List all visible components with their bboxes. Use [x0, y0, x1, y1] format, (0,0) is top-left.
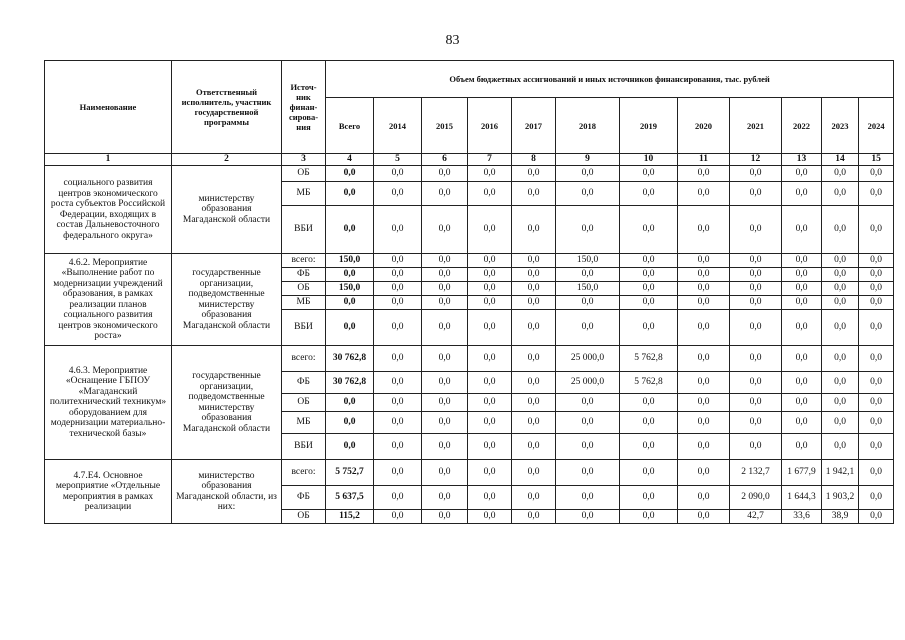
year-value: 0,0	[468, 434, 512, 460]
year-value: 0,0	[620, 268, 678, 282]
year-value: 0,0	[374, 268, 422, 282]
header-year: 2014	[374, 98, 422, 154]
measure-executor: министерству образования Магаданской области	[172, 166, 282, 254]
table-row	[45, 346, 894, 372]
year-value: 0,0	[782, 412, 822, 434]
column-number: 15	[859, 154, 894, 166]
year-value: 0,0	[422, 486, 468, 510]
year-value: 0,0	[859, 460, 894, 486]
year-value: 2 132,7	[730, 460, 782, 486]
year-value: 0,0	[859, 510, 894, 524]
year-value: 0,0	[859, 206, 894, 254]
year-value: 0,0	[678, 282, 730, 296]
header-year: 2017	[512, 98, 556, 154]
year-value: 0,0	[468, 296, 512, 310]
year-value: 0,0	[730, 166, 782, 182]
header-name: Наименование	[45, 61, 172, 154]
year-value: 0,0	[468, 166, 512, 182]
year-value: 0,0	[468, 510, 512, 524]
year-value: 0,0	[782, 372, 822, 394]
funding-source: ФБ	[282, 486, 326, 510]
year-value: 0,0	[859, 310, 894, 346]
total-value: 0,0	[326, 412, 374, 434]
year-value: 0,0	[859, 166, 894, 182]
table-row	[45, 460, 894, 486]
year-value: 0,0	[620, 206, 678, 254]
total-value: 0,0	[326, 296, 374, 310]
year-value: 5 762,8	[620, 372, 678, 394]
funding-source: МБ	[282, 412, 326, 434]
year-value: 0,0	[859, 296, 894, 310]
measure-name: 4.6.2. Мероприятие «Выполнение работ по модернизации учреждений образования, в рамках реализации планов социального развития центров экономического роста»	[45, 254, 172, 346]
year-value: 0,0	[782, 282, 822, 296]
column-number: 9	[556, 154, 620, 166]
year-value: 0,0	[422, 310, 468, 346]
year-value: 0,0	[468, 254, 512, 268]
year-value: 1 677,9	[782, 460, 822, 486]
year-value: 0,0	[468, 310, 512, 346]
year-value: 0,0	[374, 486, 422, 510]
year-value: 0,0	[822, 310, 859, 346]
year-value: 0,0	[782, 394, 822, 412]
year-value: 1 903,2	[822, 486, 859, 510]
funding-source: ВБИ	[282, 310, 326, 346]
year-value: 0,0	[374, 412, 422, 434]
year-value: 0,0	[556, 460, 620, 486]
year-value: 0,0	[422, 460, 468, 486]
year-value: 0,0	[512, 166, 556, 182]
year-value: 0,0	[678, 296, 730, 310]
year-value: 0,0	[822, 254, 859, 268]
header-year: 2015	[422, 98, 468, 154]
year-value: 0,0	[822, 296, 859, 310]
year-value: 0,0	[512, 206, 556, 254]
year-value: 0,0	[678, 372, 730, 394]
year-value: 0,0	[620, 486, 678, 510]
measure-name: социального развития центров экономического роста субъектов Российской Федерации, входящих в состав Дальневосточного федерального округа»	[45, 166, 172, 254]
year-value: 0,0	[620, 460, 678, 486]
year-value: 0,0	[468, 206, 512, 254]
column-number: 14	[822, 154, 859, 166]
year-value: 0,0	[730, 282, 782, 296]
year-value: 0,0	[730, 310, 782, 346]
year-value: 0,0	[782, 310, 822, 346]
table-row	[45, 254, 894, 268]
year-value: 0,0	[678, 486, 730, 510]
total-value: 30 762,8	[326, 346, 374, 372]
year-value: 0,0	[678, 182, 730, 206]
funding-source: всего:	[282, 346, 326, 372]
year-value: 0,0	[374, 372, 422, 394]
year-value: 0,0	[620, 182, 678, 206]
year-value: 0,0	[374, 510, 422, 524]
header-total: Всего	[326, 98, 374, 154]
funding-source: ОБ	[282, 510, 326, 524]
header-year: 2021	[730, 98, 782, 154]
year-value: 0,0	[678, 412, 730, 434]
year-value: 0,0	[730, 254, 782, 268]
year-value: 0,0	[782, 166, 822, 182]
year-value: 0,0	[468, 394, 512, 412]
year-value: 0,0	[730, 182, 782, 206]
year-value: 0,0	[620, 434, 678, 460]
year-value: 0,0	[678, 460, 730, 486]
year-value: 0,0	[678, 346, 730, 372]
year-value: 0,0	[678, 254, 730, 268]
year-value: 0,0	[620, 166, 678, 182]
year-value: 0,0	[374, 182, 422, 206]
year-value: 150,0	[556, 254, 620, 268]
year-value: 0,0	[859, 346, 894, 372]
header-executor: Ответственный исполнитель, участник государственной программы	[172, 61, 282, 154]
funding-source: ВБИ	[282, 206, 326, 254]
measure-executor: государственные организации, подведомственные министерству образования Магаданской области	[172, 346, 282, 460]
total-value: 5 637,5	[326, 486, 374, 510]
table-row	[45, 166, 894, 182]
year-value: 0,0	[374, 254, 422, 268]
column-number: 12	[730, 154, 782, 166]
year-value: 0,0	[859, 486, 894, 510]
year-value: 38,9	[822, 510, 859, 524]
year-value: 0,0	[678, 510, 730, 524]
header-source: Источ-ник финан-сирова-ния	[282, 61, 326, 154]
funding-source: ОБ	[282, 282, 326, 296]
year-value: 0,0	[556, 206, 620, 254]
header-volume: Объем бюджетных ассигнований и иных источников финансирования, тыс. рублей	[326, 61, 894, 98]
year-value: 0,0	[512, 486, 556, 510]
year-value: 0,0	[556, 182, 620, 206]
page-number: 83	[445, 33, 460, 48]
year-value: 0,0	[678, 310, 730, 346]
year-value: 0,0	[374, 310, 422, 346]
year-value: 0,0	[859, 268, 894, 282]
year-value: 0,0	[730, 206, 782, 254]
year-value: 0,0	[620, 254, 678, 268]
year-value: 0,0	[556, 394, 620, 412]
year-value: 0,0	[822, 206, 859, 254]
year-value: 0,0	[678, 166, 730, 182]
year-value: 0,0	[468, 486, 512, 510]
year-value: 0,0	[512, 510, 556, 524]
year-value: 0,0	[620, 412, 678, 434]
year-value: 0,0	[730, 346, 782, 372]
total-value: 30 762,8	[326, 372, 374, 394]
year-value: 0,0	[822, 372, 859, 394]
year-value: 0,0	[374, 206, 422, 254]
header-year: 2022	[782, 98, 822, 154]
measure-name: 4.7.Е4. Основное мероприятие «Отдельные мероприятия в рамках реализации	[45, 460, 172, 524]
year-value: 0,0	[468, 282, 512, 296]
year-value: 0,0	[422, 372, 468, 394]
column-number: 2	[172, 154, 282, 166]
funding-source: МБ	[282, 296, 326, 310]
total-value: 150,0	[326, 282, 374, 296]
year-value: 0,0	[730, 412, 782, 434]
year-value: 0,0	[782, 206, 822, 254]
year-value: 0,0	[620, 394, 678, 412]
funding-source: ОБ	[282, 166, 326, 182]
year-value: 0,0	[512, 460, 556, 486]
year-value: 0,0	[782, 296, 822, 310]
column-number: 1	[45, 154, 172, 166]
year-value: 0,0	[374, 296, 422, 310]
year-value: 0,0	[859, 372, 894, 394]
year-value: 0,0	[822, 268, 859, 282]
header-year: 2024	[859, 98, 894, 154]
year-value: 0,0	[678, 206, 730, 254]
year-value: 0,0	[782, 434, 822, 460]
year-value: 0,0	[422, 166, 468, 182]
year-value: 0,0	[422, 296, 468, 310]
year-value: 0,0	[556, 296, 620, 310]
year-value: 0,0	[468, 268, 512, 282]
total-value: 0,0	[326, 166, 374, 182]
year-value: 0,0	[512, 268, 556, 282]
year-value: 0,0	[512, 310, 556, 346]
funding-source: ОБ	[282, 394, 326, 412]
year-value: 0,0	[678, 268, 730, 282]
year-value: 0,0	[468, 346, 512, 372]
funding-source: МБ	[282, 182, 326, 206]
year-value: 0,0	[822, 394, 859, 412]
column-number: 11	[678, 154, 730, 166]
year-value: 2 090,0	[730, 486, 782, 510]
total-value: 150,0	[326, 254, 374, 268]
measure-executor: министерство образования Магаданской области, из них:	[172, 460, 282, 524]
header-year: 2019	[620, 98, 678, 154]
year-value: 0,0	[822, 182, 859, 206]
column-number: 4	[326, 154, 374, 166]
year-value: 0,0	[374, 346, 422, 372]
year-value: 0,0	[512, 282, 556, 296]
year-value: 0,0	[512, 434, 556, 460]
year-value: 1 644,3	[782, 486, 822, 510]
year-value: 0,0	[730, 372, 782, 394]
year-value: 0,0	[556, 412, 620, 434]
header-year: 2018	[556, 98, 620, 154]
year-value: 150,0	[556, 282, 620, 296]
year-value: 0,0	[556, 434, 620, 460]
header-year: 2020	[678, 98, 730, 154]
total-value: 0,0	[326, 268, 374, 282]
year-value: 0,0	[782, 268, 822, 282]
year-value: 0,0	[730, 268, 782, 282]
column-number: 3	[282, 154, 326, 166]
year-value: 0,0	[422, 254, 468, 268]
year-value: 0,0	[678, 434, 730, 460]
year-value: 0,0	[422, 412, 468, 434]
year-value: 0,0	[859, 394, 894, 412]
year-value: 0,0	[512, 412, 556, 434]
total-value: 0,0	[326, 434, 374, 460]
header-year: 2023	[822, 98, 859, 154]
column-number: 6	[422, 154, 468, 166]
year-value: 0,0	[782, 182, 822, 206]
column-number: 10	[620, 154, 678, 166]
year-value: 0,0	[730, 296, 782, 310]
year-value: 0,0	[374, 460, 422, 486]
year-value: 0,0	[422, 182, 468, 206]
year-value: 0,0	[822, 346, 859, 372]
year-value: 0,0	[512, 394, 556, 412]
total-value: 0,0	[326, 394, 374, 412]
year-value: 0,0	[468, 372, 512, 394]
year-value: 0,0	[422, 346, 468, 372]
year-value: 0,0	[620, 310, 678, 346]
funding-source: всего:	[282, 254, 326, 268]
column-number: 5	[374, 154, 422, 166]
year-value: 0,0	[782, 346, 822, 372]
year-value: 0,0	[374, 166, 422, 182]
year-value: 0,0	[468, 182, 512, 206]
total-value: 115,2	[326, 510, 374, 524]
year-value: 0,0	[422, 434, 468, 460]
year-value: 0,0	[556, 510, 620, 524]
budget-table	[44, 60, 894, 524]
measure-name: 4.6.3. Мероприятие «Оснащение ГБПОУ «Магаданский политехнический техникум» оборудованием для модернизации материально-технической базы»	[45, 346, 172, 460]
year-value: 0,0	[822, 412, 859, 434]
year-value: 0,0	[422, 206, 468, 254]
funding-source: всего:	[282, 460, 326, 486]
year-value: 0,0	[512, 346, 556, 372]
total-value: 0,0	[326, 182, 374, 206]
funding-source: ВБИ	[282, 434, 326, 460]
year-value: 0,0	[859, 182, 894, 206]
year-value: 0,0	[556, 268, 620, 282]
total-value: 5 752,7	[326, 460, 374, 486]
year-value: 0,0	[512, 372, 556, 394]
year-value: 25 000,0	[556, 372, 620, 394]
year-value: 0,0	[422, 268, 468, 282]
total-value: 0,0	[326, 206, 374, 254]
year-value: 0,0	[374, 434, 422, 460]
year-value: 0,0	[468, 412, 512, 434]
year-value: 0,0	[422, 282, 468, 296]
year-value: 0,0	[730, 434, 782, 460]
year-value: 0,0	[422, 394, 468, 412]
year-value: 0,0	[620, 510, 678, 524]
year-value: 0,0	[822, 434, 859, 460]
funding-source: ФБ	[282, 372, 326, 394]
year-value: 0,0	[556, 310, 620, 346]
year-value: 0,0	[822, 166, 859, 182]
year-value: 33,6	[782, 510, 822, 524]
year-value: 1 942,1	[822, 460, 859, 486]
year-value: 0,0	[620, 282, 678, 296]
year-value: 0,0	[859, 434, 894, 460]
year-value: 0,0	[859, 282, 894, 296]
year-value: 0,0	[468, 460, 512, 486]
header-year: 2016	[468, 98, 512, 154]
year-value: 0,0	[822, 282, 859, 296]
total-value: 0,0	[326, 310, 374, 346]
year-value: 0,0	[512, 182, 556, 206]
year-value: 0,0	[512, 296, 556, 310]
funding-source: ФБ	[282, 268, 326, 282]
year-value: 25 000,0	[556, 346, 620, 372]
year-value: 0,0	[620, 296, 678, 310]
year-value: 0,0	[556, 486, 620, 510]
measure-executor: государственные организации, подведомственные министерству образования Магаданской области	[172, 254, 282, 346]
year-value: 0,0	[678, 394, 730, 412]
column-number: 7	[468, 154, 512, 166]
year-value: 0,0	[782, 254, 822, 268]
year-value: 0,0	[556, 166, 620, 182]
column-number: 8	[512, 154, 556, 166]
year-value: 0,0	[512, 254, 556, 268]
year-value: 0,0	[859, 254, 894, 268]
year-value: 0,0	[422, 510, 468, 524]
year-value: 0,0	[859, 412, 894, 434]
column-number: 13	[782, 154, 822, 166]
year-value: 0,0	[730, 394, 782, 412]
year-value: 42,7	[730, 510, 782, 524]
year-value: 5 762,8	[620, 346, 678, 372]
year-value: 0,0	[374, 282, 422, 296]
year-value: 0,0	[374, 394, 422, 412]
